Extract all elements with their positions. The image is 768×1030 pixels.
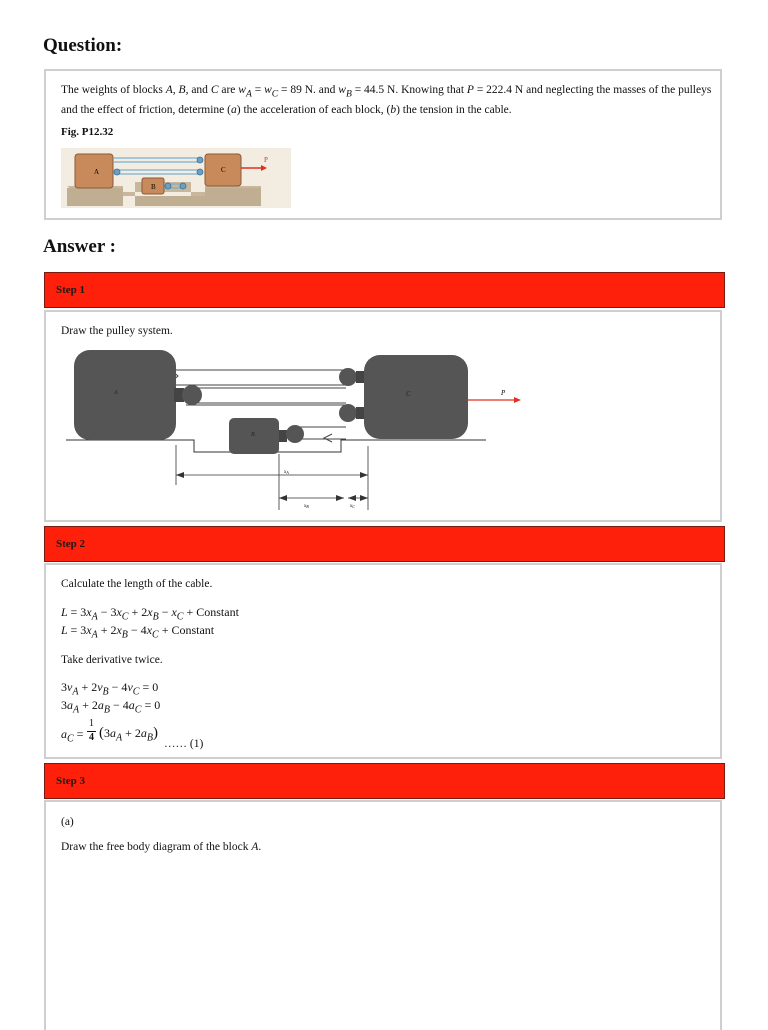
question-heading: Question: [43,35,123,56]
dim-xb: $x_B$ [304,504,309,509]
step-2-text2: Take derivative twice. [61,654,163,666]
step-2-label: Step 2 [56,538,86,550]
force-label: P [501,389,506,397]
equation-1: $L = 3x_A - 3x_C + 2x_B - x_C$ + Constant [61,605,239,623]
answer-heading: Answer : [43,236,117,257]
block-b-label: B [251,432,255,438]
fig-label-p: P [264,156,268,164]
equation-5-ref: …… (1) [164,738,204,750]
step-3-label: Step 3 [56,775,86,787]
block-a-label: A [114,390,118,396]
question-figure [61,148,291,208]
pulley-diagram [66,350,526,510]
block-c [364,355,468,439]
step-1-header [44,272,725,308]
step-3-part: (a) [61,816,74,828]
dim-xc: $x_C$ [350,504,355,509]
step-3-box [44,800,722,1030]
block-c-label: C [406,390,411,398]
figure-label: Fig. P12.32 [61,126,114,138]
dim-xa: $x_A$ [284,470,289,475]
block-a [74,350,176,440]
step-3-header [44,763,725,799]
step-1-box [44,310,722,522]
equation-2: $L = 3x_A + 2x_B - 4x_C$ + Constant [61,623,215,641]
step-2-header [44,526,725,562]
question-text: The weights of blocks A, B, and C are $w_A = w_C = 89$ N. and $w_B = 44.5$ N. Knowing that P = 222.4 N and neglecting the masses of the pulleys and the effect of friction, determine (a) the acceleration of each block, (b) the tension in the cable. [61,84,712,117]
equation-3: $3v_A + 2v_B - 4v_C = 0$ [61,680,159,698]
step-2-text: Calculate the length of the cable. [61,578,213,590]
step-2-box: Calculate the length of the cable. $L = 3x_A - 3x_C + 2x_B - x_C$ + Constant $L = 3x_A + 2x_B - 4x_C$ + Constant Take derivative twice. $3v_A + 2v_B - 4v_C = 0$ $3a_A + 2a_B - 4a_C = 0$ $a_C$ = 1 4 $(3a_A + 2a_B)$ …… (1) [44,563,722,759]
step-3-text: Draw the free body diagram of the block A. [61,841,262,853]
equation-4: $3a_A + 2a_B - 4a_C = 0$ [61,698,161,716]
pulley-c-mid [339,404,357,422]
pulley-c-top [339,368,357,386]
step-1-text: Draw the pulley system. [61,325,173,337]
question-box [44,69,722,220]
step-1-label: Step 1 [56,284,86,296]
pulley-a [182,385,202,405]
fig-label-b: B [151,183,156,191]
fig-label-a: A [94,168,100,176]
fig-label-c: C [221,166,226,174]
pulley-b [286,425,304,443]
